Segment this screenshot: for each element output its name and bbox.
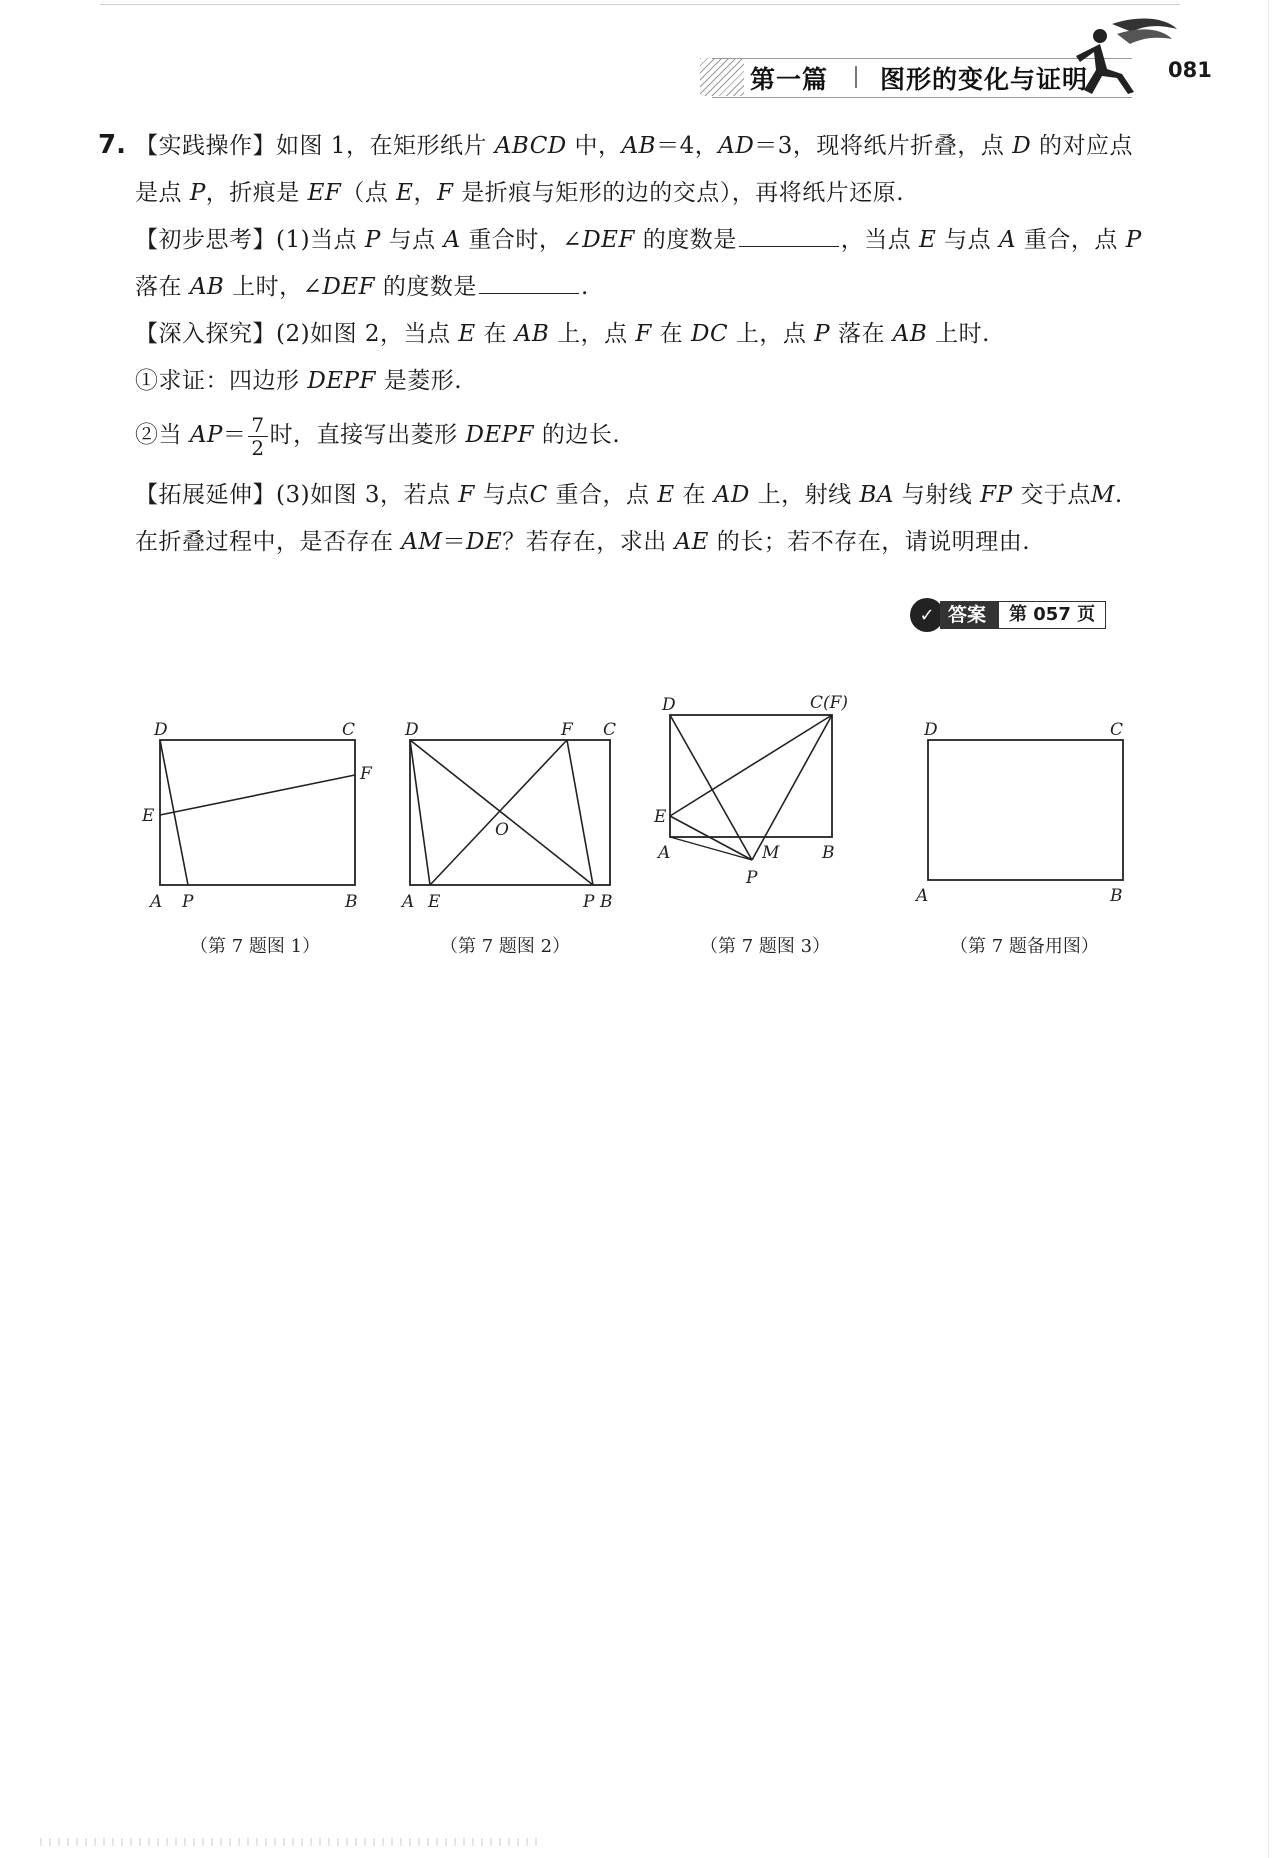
fig1-label-P: P xyxy=(182,892,194,912)
fig2-label-E: E xyxy=(428,892,441,912)
fig2-label-F: F xyxy=(561,720,573,740)
runner-logo-icon xyxy=(1072,14,1182,104)
fig4-label-C: C xyxy=(1110,720,1124,740)
part2-line-1: 【深入探究】(2)如图 2，当点 E 在 AB 上，点 F 在 DC 上，点 P 落在 AB 上时. xyxy=(135,321,990,347)
figure-2-caption: （第 7 题图 2） xyxy=(440,936,571,957)
fig1-label-D: D xyxy=(154,720,168,740)
part3-line-1: 【拓展延伸】(3)如图 3，若点 F 与点C 重合，点 E 在 AD 上，射线 BA 与射线 FP 交于点M. xyxy=(135,482,1123,508)
figure-1 xyxy=(140,715,380,915)
header-chapter: 图形的变化与证明 xyxy=(880,65,1089,94)
fig2-label-B: B xyxy=(600,892,613,912)
fig3-rectangle xyxy=(670,715,832,837)
fig3-segment-FP xyxy=(752,715,832,860)
page-number: 081 xyxy=(1168,58,1212,82)
fig2-label-D: D xyxy=(405,720,419,740)
fig4-label-A: A xyxy=(916,886,929,906)
fig2-segment-FP xyxy=(567,740,593,885)
answer-page-ref: 第 057 页 xyxy=(998,601,1106,629)
fig3-segment-AP xyxy=(670,837,752,860)
fig1-crease-EF xyxy=(160,775,355,815)
fig1-label-F: F xyxy=(360,764,372,784)
fig3-label-P: P xyxy=(746,868,758,888)
part3-line-2: 在折叠过程中，是否存在 AM＝DE？若存在，求出 AE 的长；若不存在，请说明理由. xyxy=(135,529,1031,555)
problem-number: 7. xyxy=(98,130,126,160)
fig2-segment-DE xyxy=(410,740,430,885)
bottom-edge-dots xyxy=(40,1838,540,1846)
fig1-rectangle xyxy=(160,740,355,885)
check-icon: ✓ xyxy=(910,598,944,632)
fig1-label-C: C xyxy=(342,720,356,740)
fig4-label-B: B xyxy=(1110,886,1123,906)
scan-edge xyxy=(1268,0,1269,1858)
intro-line-2: 是点 P，折痕是 EF（点 E，F 是折痕与矩形的边的交点），再将纸片还原. xyxy=(135,180,905,206)
fig2-segment-DP xyxy=(410,740,593,885)
fraction-7-2: $\frac{7}{2}$ xyxy=(248,414,267,459)
header-divider xyxy=(855,66,857,88)
fig3-label-A: A xyxy=(658,843,671,863)
figure-3 xyxy=(650,690,910,920)
fig3-label-D: D xyxy=(662,695,676,715)
fig2-label-A: A xyxy=(402,892,415,912)
header-section: 第一篇 xyxy=(750,65,829,94)
figure-3-caption: （第 7 题图 3） xyxy=(700,936,831,957)
part1-line-1: 【初步思考】(1)当点 P 与点 A 重合时，∠DEF 的度数是 ，当点 E 与点 A 重合，点 P xyxy=(135,227,1142,253)
answer-blank-2[interactable] xyxy=(479,273,579,294)
intro-line-1: 【实践操作】如图 1，在矩形纸片 ABCD 中，AB＝4，AD＝3，现将纸片折叠，点 D 的对应点 xyxy=(135,133,1133,159)
answer-blank-1[interactable] xyxy=(739,226,839,247)
figure-backup xyxy=(910,715,1150,915)
fig3-label-M: M xyxy=(762,843,780,863)
fig4-label-D: D xyxy=(924,720,938,740)
fig2-label-P: P xyxy=(583,892,595,912)
fig3-label-CF: C(F) xyxy=(810,693,849,713)
fig2-label-C: C xyxy=(603,720,617,740)
fig2-crease-EF xyxy=(430,740,567,885)
part2-sub1: ①求证：四边形 DEPF 是菱形. xyxy=(135,368,463,394)
answer-reference-badge[interactable] xyxy=(910,598,1106,632)
answer-label: 答案 xyxy=(940,601,998,629)
fig2-label-O: O xyxy=(495,820,509,840)
fig4-rectangle xyxy=(928,740,1123,880)
figure-1-caption: （第 7 题图 1） xyxy=(190,936,321,957)
figure-2 xyxy=(395,715,635,915)
fig3-label-E: E xyxy=(654,807,667,827)
fig3-crease-EC xyxy=(670,715,832,816)
fig1-label-B: B xyxy=(345,892,358,912)
part1-line-2: 落在 AB 上时，∠DEF 的度数是 . xyxy=(135,274,589,300)
figure-backup-caption: （第 7 题备用图） xyxy=(950,936,1099,957)
fig1-label-E: E xyxy=(142,806,155,826)
top-edge-line xyxy=(100,4,1180,5)
fig1-label-A: A xyxy=(150,892,163,912)
part2-sub2: ②当 AP＝ $\frac{7}{2}$ 时，直接写出菱形 DEPF 的边长. xyxy=(135,412,621,460)
fig3-label-B: B xyxy=(822,843,835,863)
